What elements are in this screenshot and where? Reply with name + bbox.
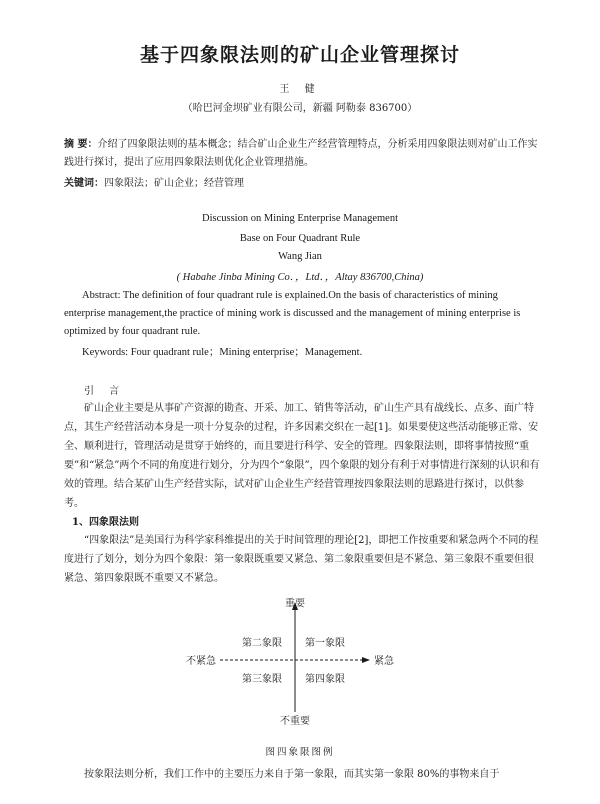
- keywords-cn-label: 关键词：: [64, 178, 104, 189]
- paper-affiliation: （哈巴河金坝矿业有限公司，新疆 阿勒泰 836700）: [182, 103, 418, 114]
- quadrant-2-label: 第二象限: [242, 638, 282, 649]
- section-1-paragraph: “四象限法”是美国行为科学家科维提出的关于时间管理的理论[2]，即把工作按重要和紧急两个不同的程度进行了划分，划分为四个象限：第一象限既重要又紧急、第二象限重要但是不紧急、第三象限不重要但很紧急、第四象限既不重要又不紧急。: [64, 535, 539, 584]
- section-heading-intro: 引 言: [84, 386, 126, 397]
- quadrant-3-label: 第三象限: [242, 674, 282, 685]
- paper-title: 基于四象限法则的矿山企业管理探讨: [139, 44, 460, 66]
- figure-caption: 图四象限图例: [265, 747, 335, 758]
- keywords-en: Keywords: Four quadrant rule；Mining enterprise；Management.: [82, 347, 363, 358]
- paper-author: 王 健: [279, 84, 321, 95]
- quadrant-1-label: 第一象限: [305, 638, 345, 649]
- abstract-en: Abstract: The definition of four quadrant rule is explained.On the basis of characteristics of mining enterprise management,the practice of mining work is discussed and the management of mining enterprise is optimized by four quadrant rule.: [64, 290, 521, 337]
- abstract-cn-label: 摘 要：: [64, 139, 98, 150]
- keywords-cn-text: 四象限法；矿山企业；经营管理: [104, 178, 244, 189]
- quadrant-4-label: 第四象限: [305, 674, 345, 685]
- horizontal-axis-arrow: [362, 657, 370, 663]
- author-en: Wang Jian: [278, 251, 322, 262]
- axis-bottom-label: 不重要: [280, 716, 310, 726]
- continuation-paragraph: 按象限法则分析，我们工作中的主要压力来自于第一象限，而其实第一象限 80%的事物来自于: [84, 769, 500, 780]
- axis-left-label: 不紧急: [186, 656, 216, 667]
- abstract-cn-text: 介绍了四象限法则的基本概念；结合矿山企业生产经营管理特点，分析采用四象限法则对矿山工作实践进行探讨，提出了应用四象限法则优化企业管理措施。: [64, 139, 538, 168]
- section-heading-1: 1、四象限法则: [72, 517, 139, 528]
- four-quadrant-figure: [180, 596, 410, 726]
- intro-paragraph: 矿山企业主要是从事矿产资源的勘查、开采、加工、销售等活动，矿山生产具有战线长、点多、面广特点，其生产经营活动本身是一项十分复杂的过程，许多因素交织在一起[1]。如果要使这些活动能够正常、安全、顺利进行，管理活动是贯穿于始终的，而且要进行科学、安全的管理。四象限法则，即将事情按照“重要”和“紧急”两个不同的角度进行划分，分为四个“象限”，四个象限的划分有利于对事情进行深刻的认识和有效的管理。结合某矿山生产经营实际，试对矿山企业生产经营管理按四象限法则的思路进行探讨，以供参考。: [64, 403, 540, 509]
- title-en-line1: Discussion on Mining Enterprise Management: [202, 213, 398, 224]
- axis-right-label: 紧急: [374, 656, 394, 667]
- abstract-cn: [64, 136, 542, 172]
- keywords-cn: [64, 175, 542, 193]
- affiliation-en: ( Habahe Jinba Mining Co．，Ltd．，Altay 836700,China): [176, 272, 424, 283]
- title-en-line2: Base on Four Quadrant Rule: [239, 233, 361, 244]
- axis-top-label: 重要: [285, 598, 305, 610]
